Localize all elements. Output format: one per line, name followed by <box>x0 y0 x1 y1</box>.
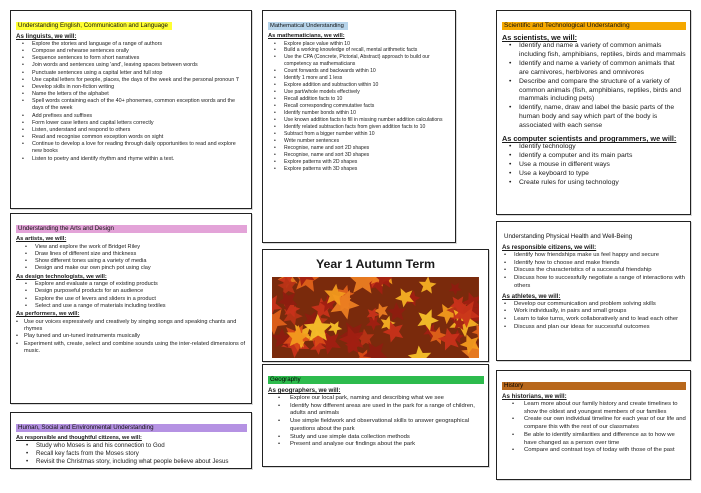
list-item: • Use part/whole models effectively <box>284 89 451 96</box>
list-item: • Recognise, name and sort 3D shapes <box>284 152 451 159</box>
term-title-card <box>262 249 489 362</box>
science-panel <box>496 10 691 215</box>
list-item: • Explore the use of levers and sliders in a product <box>35 296 247 303</box>
list-item: • Identify how to choose and make friends <box>514 260 686 268</box>
rse-subheading: As responsible and thoughtful citizens, we will: <box>16 435 142 441</box>
list-item: • Discuss how to successfully negotiate a range of interactions with others <box>514 275 686 290</box>
list-item: • Discuss and plan our ideas for successful outcomes <box>514 324 686 332</box>
science-list-scientists <box>502 42 686 131</box>
arts-list-dt <box>16 281 247 310</box>
pshe-heading: Understanding Physical Health and Well-Being <box>502 233 636 241</box>
list-item: • Be able to identify similarities and difference as to how we have changed as a person over time <box>524 432 686 447</box>
geography-panel <box>262 364 489 467</box>
list-item: • Sequence sentences to form short narratives <box>32 55 247 62</box>
geography-list <box>268 395 484 449</box>
list-item: • Identify number bonds within 10 <box>284 110 451 117</box>
list-item: • Identify a computer and its main parts <box>519 152 686 161</box>
maths-panel <box>262 10 456 243</box>
list-item: • Punctuate sentences using a capital letter and full stop <box>32 70 247 77</box>
list-item: • Identify how friendships make us feel happy and secure <box>514 252 686 260</box>
list-item: • Form lower case letters and capital letters correctly <box>32 120 247 127</box>
list-item: • Create our own individual timeline for each year of our life and compare this with the rest of our classmates <box>524 416 686 431</box>
list-item: • Present and analyse our findings about the park <box>290 441 484 449</box>
list-item: • Identify related subtraction facts from given addition facts to 10 <box>284 124 451 131</box>
list-item: • Identify and name a variety of common animals including fish, amphibians, reptiles, birds and mammals <box>519 42 686 60</box>
rse-list <box>16 442 247 467</box>
list-item: • Explore place value within 10 <box>284 41 451 48</box>
list-item: • Develop our communication and problem solving skills <box>514 301 686 309</box>
arts-subheading-artists: As artists, we will: <box>16 236 67 242</box>
list-item: • Build a working knowledge of recall, mental arithmetic facts <box>284 47 451 54</box>
list-item: • Use a mouse in different ways <box>519 161 686 170</box>
pshe-subheading-citizens: As responsible citizens, we will: <box>502 244 597 251</box>
science-heading: Scientific and Technological Understanding <box>502 22 686 30</box>
list-item: • Explore addition and subtraction within 10 <box>284 82 451 89</box>
list-item: • Use capital letters for people, places, the days of the week and the personal pronoun 'I' <box>32 77 247 84</box>
list-item: • Explore patterns with 3D shapes <box>284 166 451 173</box>
geography-heading: Geography <box>268 376 484 384</box>
english-panel <box>10 10 252 209</box>
arts-panel <box>10 213 252 404</box>
rse-heading: Human, Social and Environmental Understanding <box>16 424 247 432</box>
list-item: • Identify, name, draw and label the basic parts of the human body and say which part of the body is associated with each sense <box>519 104 686 131</box>
history-list <box>502 401 686 455</box>
list-item: • Revisit the Christmas story, including what people believe about Jesus <box>36 458 247 466</box>
english-list <box>16 41 247 163</box>
pshe-subheading-athletes: As athletes, we will: <box>502 292 561 300</box>
list-item: • Draw lines of different size and thickness <box>35 251 247 258</box>
list-item: • Use a keyboard to type <box>519 170 686 179</box>
arts-subheading-dt: As design technologists, we will: <box>16 273 107 280</box>
geography-subheading: As geographers, we will: <box>268 387 341 394</box>
list-item: • Listen to poetry and identify rhythm and rhyme within a text. <box>32 156 247 163</box>
list-item: • Experiment with, create, select and combine sounds using the inter-related dimensions of music. <box>24 341 247 356</box>
list-item: • Identify 1 more and 1 less <box>284 75 451 82</box>
list-item: • Add prefixes and suffixes <box>32 113 247 120</box>
list-item: • Study who Moses is and his connection to God <box>36 442 247 450</box>
list-item: • Learn to take turns, work collaboratively and to lead each other <box>514 316 686 324</box>
list-item: • Develop skills in non-fiction writing <box>32 84 247 91</box>
rse-panel <box>10 412 252 469</box>
list-item: • Study and use simple data collection methods <box>290 434 484 442</box>
page-title: Year 1 Autumn Term <box>315 257 436 271</box>
maths-list <box>268 41 451 173</box>
list-item: • Recall corresponding commutative facts <box>284 103 451 110</box>
list-item: • View and explore the work of Bridget Riley <box>35 244 247 251</box>
arts-subheading-performers: As performers, we will: <box>16 311 80 318</box>
list-item: • Read and recognise common exception words on sight <box>32 134 247 141</box>
list-item: • Recognise, name and sort 2D shapes <box>284 145 451 152</box>
pshe-list-citizens <box>502 252 686 291</box>
list-item: • Join words and sentences using 'and', leaving spaces between words <box>32 62 247 69</box>
list-item: • Use known addition facts to fill in missing number addition calculations <box>284 117 451 124</box>
list-item: • Work individually, in pairs and small groups <box>514 308 686 316</box>
list-item: • Count forwards and backwards within 10 <box>284 68 451 75</box>
list-item: • Identify technology <box>519 143 686 152</box>
english-subheading: As linguists, we will: <box>16 33 77 40</box>
arts-list-artists <box>16 244 247 273</box>
list-item: • Discuss the characteristics of a successful friendship <box>514 267 686 275</box>
list-item: • Name the letters of the alphabet <box>32 91 247 98</box>
list-item: • Learn more about our family history and create timelines to show the oldest and youngest members of our families <box>524 401 686 416</box>
list-item: • Explore patterns with 2D shapes <box>284 159 451 166</box>
list-item: • Use our voices expressively and creatively by singing songs and speaking chants and rhymes <box>24 319 247 334</box>
maths-heading: Mathematical Understanding <box>268 22 348 30</box>
list-item: • Subtract from a bigger number within 10 <box>284 131 451 138</box>
list-item: • Identify how different areas are used in the park for a range of children, adults and animals <box>290 403 484 418</box>
science-subheading-computing: As computer scientists and programmers, we will: <box>502 134 677 144</box>
list-item: • Compose and rehearse sentences orally <box>32 48 247 55</box>
history-panel <box>496 370 691 480</box>
list-item: • Write number sentences <box>284 138 451 145</box>
maths-subheading: As mathematicians, we will: <box>268 33 345 39</box>
pshe-list-athletes <box>502 301 686 332</box>
list-item: • Listen, understand and respond to others <box>32 127 247 134</box>
list-item: • Show different tones using a variety of media <box>35 258 247 265</box>
list-item: • Recall key facts from the Moses story <box>36 450 247 458</box>
list-item: • Play tuned and un-tuned instruments musically <box>24 333 247 340</box>
list-item: • Compare and contrast toys of today with those of the past <box>524 447 686 455</box>
list-item: • Describe and compare the structure of a variety of common animals (fish, amphibians, reptiles, birds and mammals including pets) <box>519 78 686 105</box>
science-list-computing <box>502 143 686 188</box>
list-item: • Explore our local park, naming and describing what we see <box>290 395 484 403</box>
autumn-leaves-image <box>272 277 479 358</box>
science-subheading-scientists: As scientists, we will: <box>502 33 578 42</box>
pshe-panel <box>496 221 691 361</box>
list-item: • Create rules for using technology <box>519 179 686 188</box>
list-item: • Identify and name a variety of common animals that are carnivores, herbivores and omnivores <box>519 60 686 78</box>
list-item: • Continue to develop a love for reading through daily opportunities to read and explore new books <box>32 141 247 155</box>
history-subheading: As historians, we will: <box>502 393 567 400</box>
history-heading: History <box>502 382 686 390</box>
list-item: • Use simple fieldwork and observational skills to answer geographical questions about the park <box>290 418 484 433</box>
list-item: • Select and use a range of materials including textiles <box>35 303 247 310</box>
list-item: • Spell words containing each of the 40+ phonemes, common exception words and the days of the week <box>32 98 247 112</box>
list-item: • Explore the stories and language of a range of authors <box>32 41 247 48</box>
arts-list-performers <box>16 319 247 355</box>
list-item: • Explore and evaluate a range of existing products <box>35 281 247 288</box>
list-item: • Design and make our own pinch pot using clay <box>35 265 247 272</box>
list-item: • Recall addition facts to 10 <box>284 96 451 103</box>
list-item: • Use the CPA (Concrete, Pictorial, Abstract) approach to build our competency as mathematicians <box>284 54 451 68</box>
arts-heading: Understanding the Arts and Design <box>16 225 247 233</box>
english-heading: Understanding English, Communication and Language <box>16 22 172 30</box>
list-item: • Design purposeful products for an audience <box>35 288 247 295</box>
